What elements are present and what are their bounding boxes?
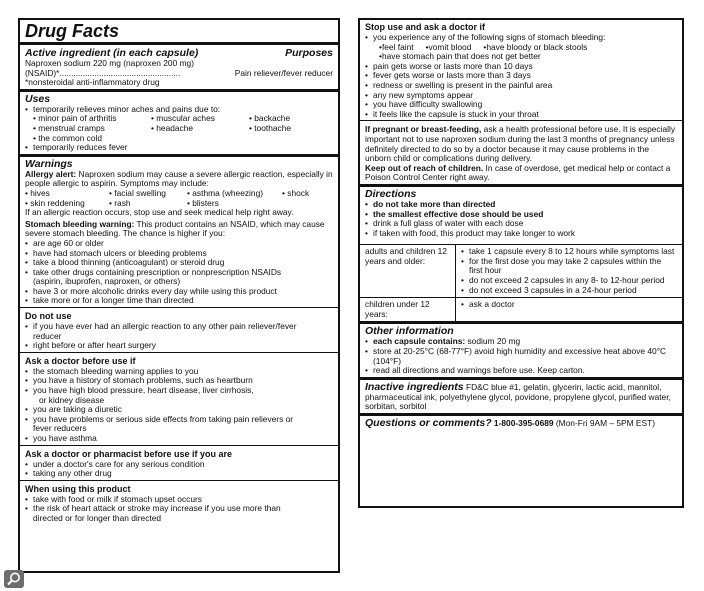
symptom-item: • hives xyxy=(25,187,50,198)
when-using-item: • take with food or milk if stomach upset occurs xyxy=(25,495,333,505)
dosage-label-adults: adults and children 12 years and older: xyxy=(360,245,456,297)
purpose-text: Pain reliever/fever reducer xyxy=(234,67,333,78)
stop-use-item: • it feels like the capsule is stuck in your throat xyxy=(365,110,677,120)
do-not-use-item: • if you have ever had an allergic reaction to any other pain reliever/fever xyxy=(25,322,333,332)
warnings-section xyxy=(20,154,338,307)
uses-section xyxy=(20,89,338,154)
uses-intro: • temporarily relieves minor aches and pains due to: xyxy=(25,105,333,115)
when-using-section xyxy=(20,480,338,525)
ask-pharmacist-heading: Ask a doctor or pharmacist before use if you are xyxy=(25,448,233,459)
purposes-heading: Purposes xyxy=(285,47,333,59)
use-item: • muscular aches xyxy=(151,113,215,124)
allergy-after: If an allergic reaction occurs, stop use and seek medical help right away. xyxy=(25,207,294,218)
stomach-item-cont: (aspirin, ibuprofen, naproxen, or others) xyxy=(33,276,181,287)
questions-section xyxy=(360,413,682,430)
directions-bold-item: • the smallest effective dose should be used xyxy=(365,210,677,220)
stomach-warning: Stomach bleeding warning: This product contains an NSAID, which may cause severe stomach bleeding. The chance is higher if you: xyxy=(25,218,325,239)
do-not-use-section xyxy=(20,307,338,352)
do-not-use-item-cont: reducer xyxy=(33,330,62,341)
directions-item: • drink a full glass of water with each dose xyxy=(365,219,677,229)
drug-facts-left-panel xyxy=(18,18,340,573)
ask-doctor-section xyxy=(20,352,338,445)
dosage-item: • take 1 capsule every 8 to 12 hours while symptoms last xyxy=(461,247,677,257)
dosage-item: • do not exceed 3 capsules in a 24-hour period xyxy=(461,286,677,296)
use-item: • toothache xyxy=(249,122,292,133)
when-using-item-cont: directed or for longer than directed xyxy=(33,512,162,523)
other-info-heading: Other information xyxy=(365,325,454,338)
ask-doctor-item: • you have high blood pressure, heart disease, liver cirrhosis, xyxy=(25,386,333,396)
stomach-item: • take a blood thinning (anticoagulant) or steroid drug xyxy=(25,258,333,268)
drug-facts-right-panel xyxy=(358,18,684,508)
when-using-heading: When using this product xyxy=(25,483,131,494)
ask-pharmacist-item: • under a doctor's care for any serious condition xyxy=(25,460,333,470)
use-item: • backache xyxy=(249,113,291,124)
other-info-item: • read all directions and warnings before use. Keep carton. xyxy=(365,366,677,376)
stop-use-item: • fever gets worse or lasts more than 3 days xyxy=(365,71,677,81)
symptom-item: • asthma (wheezing) xyxy=(187,187,264,198)
ask-doctor-item-cont: or kidney disease xyxy=(39,394,105,405)
allergy-alert: Allergy alert: Naproxen sodium may cause a severe allergic reaction, especially in people allergic to aspirin. Symptoms may include: xyxy=(25,168,333,189)
symptom-item: • shock xyxy=(282,187,310,198)
stomach-item: • take more or for a longer time than directed xyxy=(25,296,333,306)
ask-doctor-item-cont: fever reducers xyxy=(33,423,87,434)
stop-use-section xyxy=(360,20,682,120)
stomach-item: • take other drugs containing prescription or nonprescription NSAIDs xyxy=(25,268,333,278)
ask-doctor-heading: Ask a doctor before use if xyxy=(25,355,136,366)
dosage-item: • for the first dose you may take 2 capsules within the first hour xyxy=(461,257,677,276)
dosage-item: • ask a doctor xyxy=(461,300,677,310)
drug-facts-header xyxy=(20,20,338,42)
questions-phone: 1-800-395-0689 xyxy=(491,418,554,428)
stop-use-intro: • you experience any of the following signs of stomach bleeding: xyxy=(365,33,677,43)
when-using-item: • the risk of heart attack or stroke may increase if you use more than xyxy=(25,504,333,514)
directions-section xyxy=(360,184,682,244)
warnings-heading: Warnings xyxy=(25,157,73,170)
stop-use-item: • redness or swelling is present in the painful area xyxy=(365,81,677,91)
directions-item: • if taken with food, this product may take longer to work xyxy=(365,229,677,239)
ask-doctor-item: • you are taking a diuretic xyxy=(25,405,333,415)
symptom-item: • rash xyxy=(109,197,131,208)
ask-doctor-item: • the stomach bleeding warning applies to you xyxy=(25,367,333,377)
inactive-ingredients-text: FD&C blue #1, gelatin, glycerin, lactic acid, mannitol, pharmaceutical ink, polyethylene glycol, povidone, propylene glycol, purified water, sorbitan, sorbitol xyxy=(365,381,671,412)
pregnancy-section xyxy=(360,120,682,184)
stop-use-heading: Stop use and ask a doctor if xyxy=(365,22,486,32)
active-ingredient-line: Naproxen sodium 220 mg (naproxen 200 mg) xyxy=(25,58,194,68)
keep-out-warning: Keep out of reach of children. In case of overdose, get medical help or contact a Poison Control Center right away. xyxy=(365,162,671,183)
ask-doctor-item: • you have problems or serious side effects from taking pain relievers or xyxy=(25,415,333,425)
symptom-item: • facial swelling xyxy=(109,187,166,198)
bleeding-sign: • vomit blood xyxy=(426,43,472,53)
stomach-item: • have had stomach ulcers or bleeding problems xyxy=(25,249,333,259)
stomach-item: • have 3 or more alcoholic drinks every day while using this product xyxy=(25,287,333,297)
ask-pharmacist-section xyxy=(20,445,338,480)
other-info-item: • each capsule contains: sodium 20 mg xyxy=(365,337,677,347)
stop-use-item: • pain gets worse or lasts more than 10 days xyxy=(365,62,677,72)
uses-last-item: • temporarily reduces fever xyxy=(25,143,333,153)
leader-dots: .................................................... xyxy=(59,67,181,78)
inactive-ingredients-section xyxy=(360,377,682,413)
ask-doctor-item: • you have a history of stomach problems, such as heartburn xyxy=(25,376,333,386)
symptom-item: • skin reddening xyxy=(25,197,85,208)
stomach-item: • are age 60 or older xyxy=(25,239,333,249)
pregnancy-warning: If pregnant or breast-feeding, ask a health professional before use. It is especially important not to use naproxen sodium during the last 3 months of pregnancy unless definitely directed to do so by a doctor because it may cause problems in the unborn child or complications during delivery. xyxy=(365,124,676,164)
dosage-row-adults xyxy=(360,244,682,297)
active-ingredient-heading: Active ingredient (in each capsule) xyxy=(25,47,199,59)
use-item: • headache xyxy=(151,122,194,133)
other-info-item: • store at 20-25°C (68-77°F) avoid high humidity and excessive heat above 40°C (104°F) xyxy=(365,347,677,366)
symptom-item: • blisters xyxy=(187,197,219,208)
other-info-section xyxy=(360,321,682,376)
bleeding-sign: • feel faint xyxy=(379,43,414,53)
directions-heading: Directions xyxy=(365,187,417,200)
dosage-item: • do not exceed 2 capsules in any 8- to 12-hour period xyxy=(461,276,677,286)
questions-hours: (Mon-Fri 9AM – 5PM EST) xyxy=(553,418,655,428)
do-not-use-heading: Do not use xyxy=(25,311,72,322)
inactive-ingredients-heading: Inactive ingredients xyxy=(365,380,464,393)
do-not-use-item: • right before or after heart surgery xyxy=(25,341,333,351)
bleeding-sign: • have stomach pain that does not get better xyxy=(379,52,541,62)
stop-use-item: • you have difficulty swallowing xyxy=(365,100,677,110)
bleeding-sign: • have bloody or black stools xyxy=(483,43,587,53)
dosage-label-children: children under 12 years: xyxy=(360,298,456,321)
nsaid-label: (NSAID)* xyxy=(25,67,60,78)
ask-doctor-item: • you have asthma xyxy=(25,434,333,444)
directions-bold-item: • do not take more than directed xyxy=(365,200,677,210)
nsaid-footnote: *nonsteroidal anti-inflammatory drug xyxy=(25,77,160,88)
ask-pharmacist-item: • taking any other drug xyxy=(25,469,333,479)
active-ingredient-section xyxy=(20,42,338,89)
stop-use-item: • any new symptoms appear xyxy=(365,91,677,101)
questions-heading: Questions or comments? xyxy=(365,417,492,429)
drug-facts-title: Drug Facts xyxy=(25,21,120,41)
use-item: • the common cold xyxy=(33,132,103,143)
use-item: • menstrual cramps xyxy=(33,122,105,133)
dosage-row-children xyxy=(360,297,682,321)
use-item: • minor pain of arthritis xyxy=(33,113,117,124)
uses-heading: Uses xyxy=(25,92,51,105)
magnifier-icon[interactable] xyxy=(4,570,24,588)
